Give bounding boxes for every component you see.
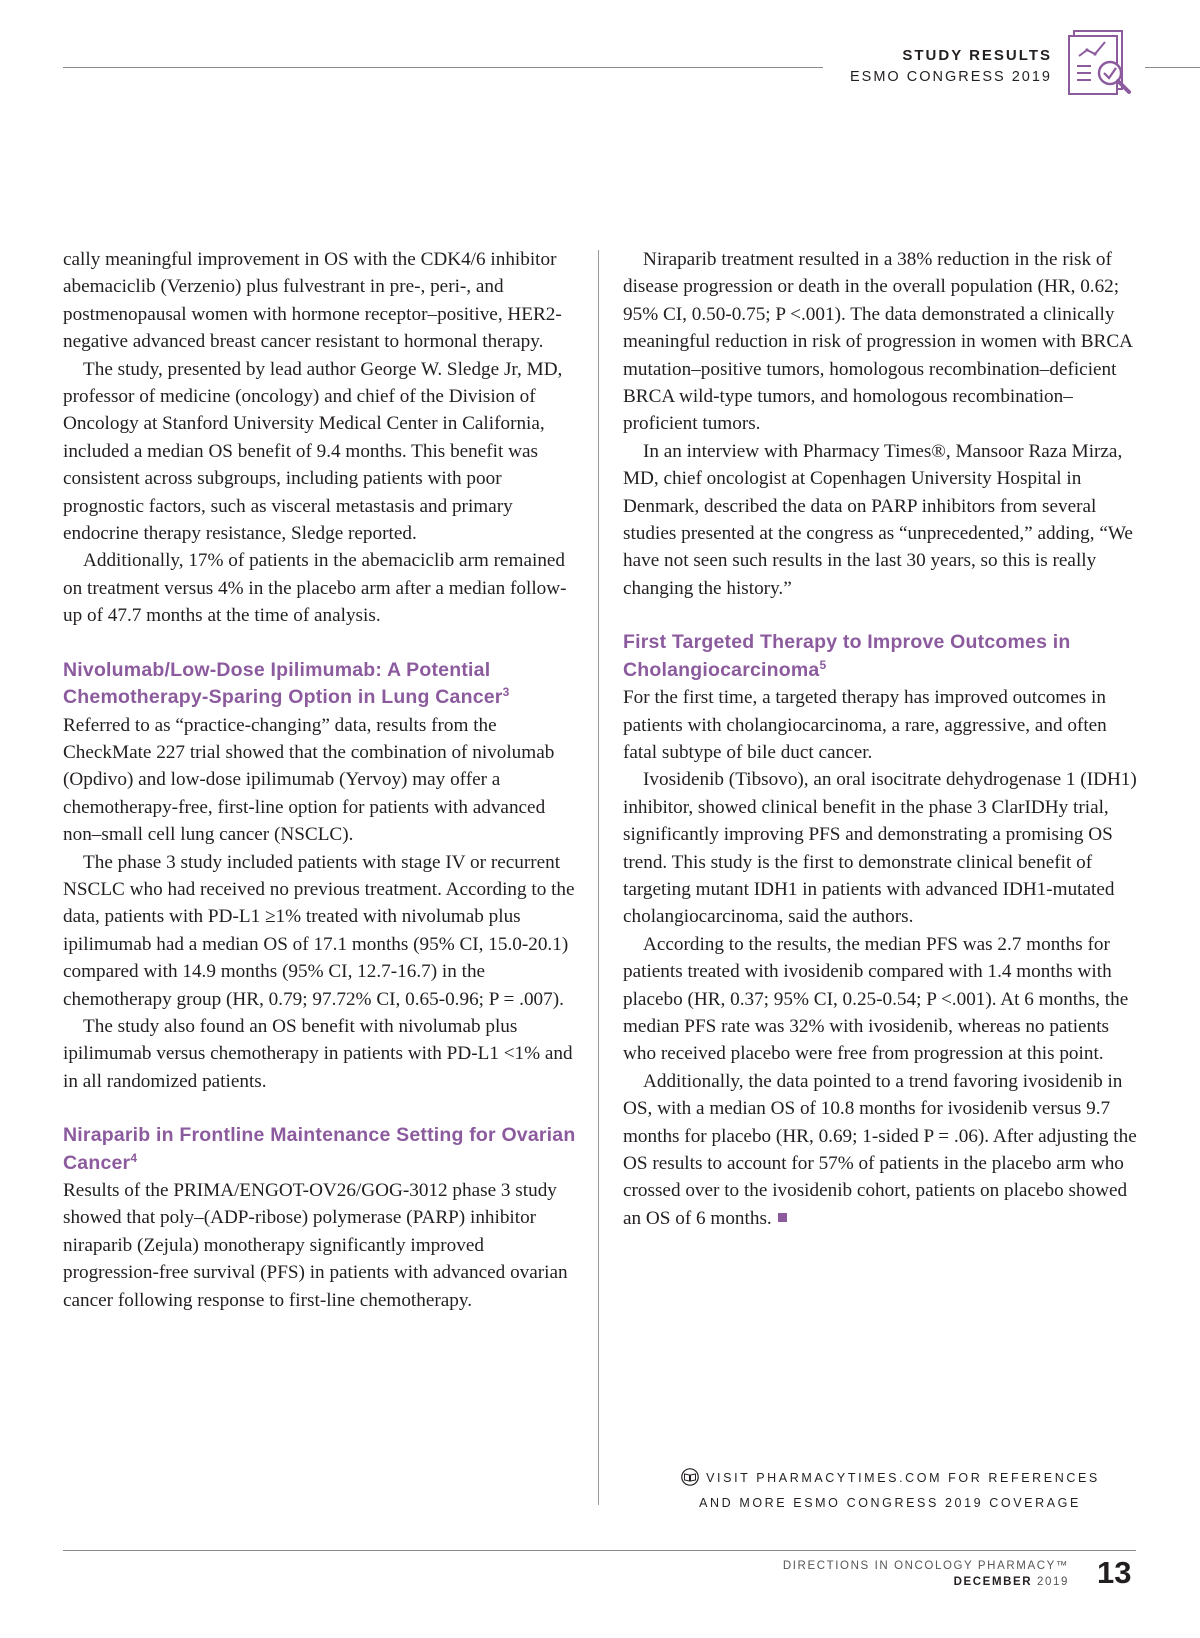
paragraph-targeted-therapy: For the first time, a targeted therapy has improved outcomes in patients with cholangiocarcinoma, a rare, aggressive, and often fatal subtype of bile duct cancer. — [623, 687, 1107, 763]
paragraph-prima-study: Results of the PRIMA/ENGOT-OV26/GOG-3012 phase 3 study showed that poly–(ADP-ribose) polymerase (PARP) inhibitor niraparib (Zejula) monotherapy significantly improved progression-free survival (PFS) in patients with advanced ovarian cancer following response to first-line chemotherapy. — [63, 1180, 568, 1311]
visit-references-note[interactable] — [680, 1468, 1100, 1514]
book-icon — [680, 1468, 700, 1493]
paragraph-niraparib-results: Niraparib treatment resulted in a 38% reduction in the risk of disease progression or death in the overall population (HR, 0.62; 95% CI, 0.50-0.75; P <.001). The data demonstrated a clinically meaningful reduction in risk of progression in women with BRCA mutation–positive tumors, homologous recombination–deficient BRCA wild-type tumors, and homologous recombination–proficient tumors. — [623, 249, 1132, 435]
header-rule-right — [1145, 67, 1200, 68]
header-section-title: STUDY RESULTS — [902, 47, 1052, 64]
footer-year: 2019 — [1037, 1576, 1069, 1588]
heading-nivolumab-text: Nivolumab/Low-Dose Ipilimumab: A Potential Chemotherapy-Sparing Option in Lung Cancer — [63, 658, 503, 709]
heading-cholangiocarcinoma-ref: 5 — [819, 657, 827, 672]
paragraph-abemaciclib-followup: Additionally, 17% of patients in the abemaciclib arm remained on treatment versus 4% in the placebo arm after a median follow-up of 47.7 months at the time of analysis. — [63, 550, 567, 627]
heading-niraparib-text: Niraparib in Frontline Maintenance Setting for Ovarian Cancer — [63, 1124, 576, 1174]
page-number: 13 — [1097, 1555, 1132, 1590]
heading-cholangiocarcinoma — [623, 629, 1143, 684]
paragraph-os-trend — [623, 1068, 1143, 1232]
heading-nivolumab-ref: 3 — [502, 685, 510, 700]
visit-line-2: AND MORE ESMO CONGRESS 2019 COVERAGE — [699, 1496, 1081, 1510]
footer-rule — [63, 1550, 1136, 1551]
heading-niraparib — [63, 1122, 583, 1177]
right-column — [623, 246, 1143, 1232]
paragraph-abemaciclib-intro: cally meaningful improvement in OS with the CDK4/6 inhibitor abemaciclib (Verzenio) plus fulvestrant in pre-, peri-, and postmenopausal women with hormone receptor–positive, HER2-negative advanced breast cancer resistant to hormonal therapy. — [63, 249, 562, 353]
footer-issue-date — [783, 1574, 1069, 1590]
paragraph-mirza-interview: In an interview with Pharmacy Times®, Mansoor Raza Mirza, MD, chief oncologist at Copenhagen University Hospital in Denmark, described the data on PARP inhibitors from several studies presented at the congress as “unprecedented,” adding, “We have not seen such results in the last 30 years, so this is really changing the history.” — [623, 440, 1133, 599]
paragraph-os-benefit: The study also found an OS benefit with nivolumab plus ipilimumab versus chemotherapy in patients with PD-L1 <1% and in all randomized patients. — [63, 1015, 573, 1092]
footer-journal-name: DIRECTIONS IN ONCOLOGY PHARMACY™ — [782, 1560, 1069, 1572]
report-magnifier-icon — [1067, 28, 1147, 98]
paragraph-median-pfs: According to the results, the median PFS was 2.7 months for patients treated with ivosidenib compared with 1.4 months with placebo (HR, 0.37; 95% CI, 0.25-0.54; P <.001). At 6 months, the median PFS rate was 32% with ivosidenib, whereas no patients who received placebo were free from progression at this point. — [623, 933, 1129, 1065]
left-column — [63, 246, 583, 1314]
heading-cholangiocarcinoma-text: First Targeted Therapy to Improve Outcomes in Cholangiocarcinoma — [623, 631, 1071, 681]
paragraph-os-trend-text: Additionally, the data pointed to a trend favoring ivosidenib in OS, with a median OS of 10.8 months for ivosidenib versus 9.7 months for placebo (HR, 0.69; 1-sided P = .06). After adjusting the OS results to account for 57% of patients in the placebo arm who crossed over to the ivosidenib cohort, patients on placebo showed an OS of 6 months. — [623, 1070, 1137, 1229]
header-section — [850, 47, 1052, 86]
paragraph-checkmate-227: Referred to as “practice-changing” data, results from the CheckMate 227 trial showed that the combination of nivolumab (Opdivo) and low-dose ipilimumab (Yervoy) may offer a chemotherapy-free, first-line option for patients with advanced non–small cell lung cancer (NSCLC). — [63, 714, 555, 846]
header-section-subtitle: ESMO CONGRESS 2019 — [850, 69, 1052, 85]
paragraph-sledge-study: The study, presented by lead author George W. Sledge Jr, MD, professor of medicine (oncology) and chief of the Division of Oncology at Stanford University Medical Center in California, included a median OS benefit of 9.4 months. This benefit was consistent across subgroups, including patients with poor prognostic factors, such as visceral metastasis and primary endocrine therapy resistance, Sledge reported. — [63, 358, 563, 545]
header-rule-left — [63, 67, 823, 68]
footer-month: DECEMBER — [953, 1576, 1033, 1588]
column-divider — [598, 250, 599, 1505]
paragraph-phase3-nsclc: The phase 3 study included patients with stage IV or recurrent NSCLC who had received no previous treatment. According to the data, patients with PD-L1 ≥1% treated with nivolumab plus ipilimumab had a median OS of 17.1 months (95% CI, 15.0-20.1) compared with 14.9 months (95% CI, 12.7-16.7) in the chemotherapy group (HR, 0.79; 97.72% CI, 0.65-0.96; P = .007). — [63, 851, 575, 1010]
visit-line-1-text: VISIT PHARMACYTIMES.COM FOR REFERENCES — [706, 1471, 1100, 1485]
paragraph-ivosidenib: Ivosidenib (Tibsovo), an oral isocitrate dehydrogenase 1 (IDH1) inhibitor, showed clinical benefit in the phase 3 ClarIDHy trial, significantly improving PFS and demonstrating a promising OS trend. This study is the first to demonstrate clinical benefit of targeting mutant IDH1 in patients with advanced IDH1-mutated cholangiocarcinoma, said the authors. — [623, 769, 1137, 928]
footer-publication — [783, 1558, 1069, 1590]
visit-line-1 — [680, 1468, 1100, 1493]
heading-niraparib-ref: 4 — [130, 1150, 138, 1165]
end-mark — [778, 1213, 787, 1222]
heading-nivolumab — [63, 657, 583, 712]
